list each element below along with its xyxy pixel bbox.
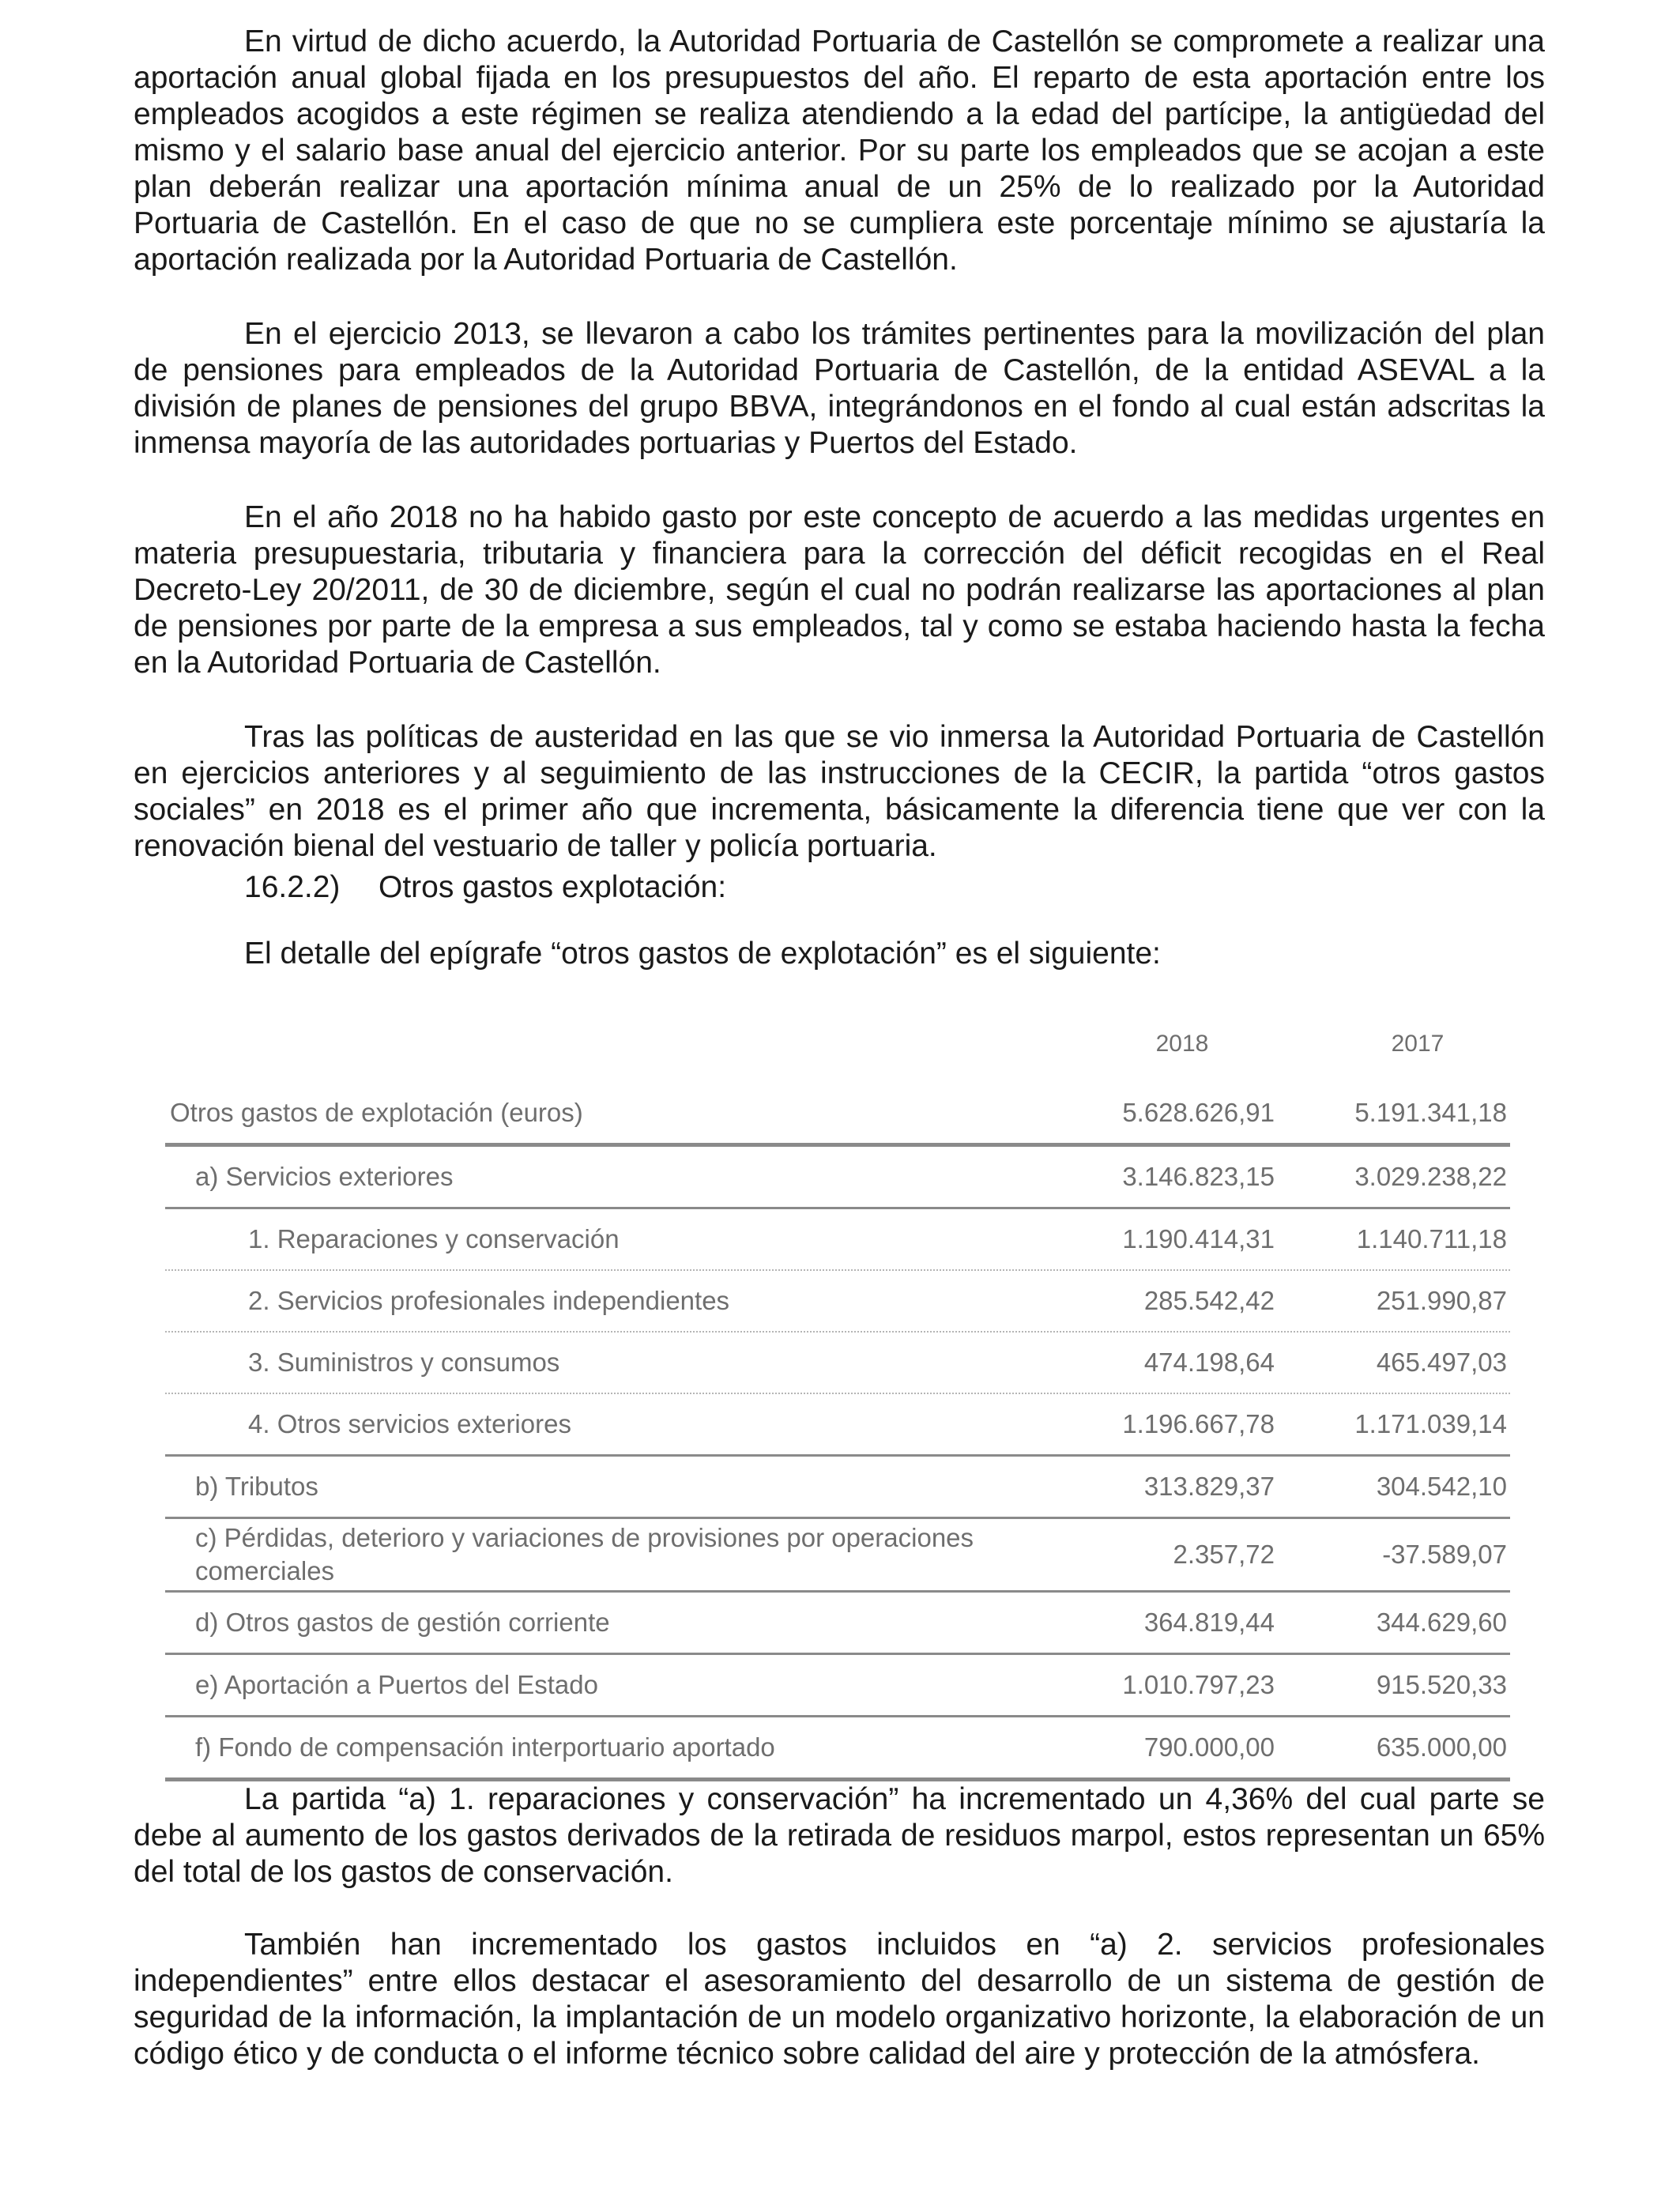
row-label: d) Otros gastos de gestión corriente [195,1608,610,1637]
table-row-total [165,1083,1510,1147]
paragraph: En el año 2018 no ha habido gasto por este concepto de acuerdo a las medidas urgentes en materia presupuestaria, tributaria y financiera para la corrección del déficit recogidas en el Real Decreto-Ley 20/2011, de 30 de diciembre, según el cual no podrán realizarse las aportaciones al plan de pensiones por parte de la empresa a sus empleados, tal y como se estaba haciendo hasta la fecha en la Autoridad Portuaria de Castellón. [134,500,1545,680]
value-2018: 285.542,42 [1143,1286,1275,1315]
value-2017: 1.140.711,18 [1356,1224,1507,1253]
value-2018: 790.000,00 [1143,1732,1275,1762]
row-label: 4. Otros servicios exteriores [248,1409,571,1438]
value-2018: 313.829,37 [1143,1472,1275,1501]
row-label: a) Servicios exteriores [195,1162,454,1191]
table-row [165,1209,1510,1271]
section-heading [244,869,1545,906]
value-2018: 1.010.797,23 [1122,1670,1275,1699]
value-2017: 5.191.341,18 [1354,1098,1507,1127]
value-2017: 915.520,33 [1376,1670,1507,1699]
document-body [134,24,1545,972]
table-row [165,1333,1510,1394]
row-label: c) Pérdidas, deterioro y variaciones de provisiones por operaciones comerciales [195,1523,974,1585]
value-2017: 3.029.238,22 [1354,1162,1507,1191]
value-2017: 304.542,10 [1376,1472,1507,1501]
value-2018: 3.146.823,15 [1122,1162,1275,1191]
paragraph: También han incrementado los gastos incluidos en “a) 2. servicios profesionales independientes” entre ellos destacar el asesoramiento del desarrollo de un sistema de gestión de seguridad de la información, la implantación de un modelo organizativo horizonte, la elaboración de un código ético y de conducta o el informe técnico sobre calidad del aire y protección de la atmósfera. [134,1928,1545,2071]
paragraph: La partida “a) 1. reparaciones y conservación” ha incrementado un 4,36% del cual parte se debe al aumento de los gastos derivados de la retirada de residuos marpol, estos representan un 65% del total de los gastos de conservación. [134,1782,1545,1889]
value-2017: 635.000,00 [1376,1732,1507,1762]
document-body-continued [134,1781,1545,2072]
row-label: 3. Suministros y consumos [248,1348,560,1377]
value-2018: 474.198,64 [1143,1348,1275,1377]
row-label: 1. Reparaciones y conservación [248,1224,620,1253]
value-2018: 5.628.626,91 [1122,1098,1275,1127]
value-2018: 1.196.667,78 [1122,1409,1275,1438]
section-title: Otros gastos explotación: [379,870,727,904]
table-row [165,1271,1510,1333]
row-label: Otros gastos de explotación (euros) [170,1098,583,1127]
column-header-2017: 2017 [1391,1031,1445,1057]
paragraph: Tras las políticas de austeridad en las que se vio inmersa la Autoridad Portuaria de Castellón en ejercicios anteriores y al seguimiento de las instrucciones de la CECIR, la partida “otros gastos sociales” en 2018 es el primer año que incrementa, básicamente la diferencia tiene que ver con la renovación bienal del vestuario de taller y policía portuaria. [134,720,1545,863]
value-2017: 344.629,60 [1376,1608,1507,1637]
table-row [165,1519,1510,1593]
column-header-2018: 2018 [1155,1031,1209,1057]
table-row [165,1593,1510,1655]
value-2017: 1.171.039,14 [1354,1409,1507,1438]
table-row [165,1457,1510,1519]
value-2018: 2.357,72 [1173,1540,1275,1569]
value-2017: 251.990,87 [1376,1286,1507,1315]
paragraph: En el ejercicio 2013, se llevaron a cabo los trámites pertinentes para la movilización del plan de pensiones para empleados de la Autoridad Portuaria de Castellón, de la entidad ASEVAL a la división de planes de pensiones del grupo BBVA, integrándonos en el fondo al cual están adscritas la inmensa mayoría de las autoridades portuarias y Puertos del Estado. [134,317,1545,460]
table-row [165,1394,1510,1457]
row-label: 2. Servicios profesionales independientes [248,1286,730,1315]
table-row [165,1147,1510,1209]
table-intro: El detalle del epígrafe “otros gastos de explotación” es el siguiente: [244,937,1161,971]
row-label: e) Aportación a Puertos del Estado [195,1670,598,1699]
value-2017: 465.497,03 [1376,1348,1507,1377]
value-2017: -37.589,07 [1382,1540,1507,1569]
table-header [165,1020,1510,1083]
table-row [165,1717,1510,1781]
paragraph: En virtud de dicho acuerdo, la Autoridad Portuaria de Castellón se compromete a realizar una aportación anual global fijada en los presupuestos del año. El reparto de esta aportación entre los empleados acogidos a este régimen se realiza atendiendo a la edad del partícipe, la antigüedad del mismo y el salario base anual del ejercicio anterior. Por su parte los empleados que se acojan a este plan deberán realizar una aportación mínima anual de un 25% de lo realizado por la Autoridad Portuaria de Castellón. En el caso de que no se cumpliera este porcentaje mínimo se ajustaría la aportación realizada por la Autoridad Portuaria de Castellón. [134,25,1545,277]
row-label: f) Fondo de compensación interportuario aportado [195,1732,775,1762]
value-2018: 1.190.414,31 [1122,1224,1275,1253]
expenses-table [165,1020,1510,1781]
section-number: 16.2.2) [244,870,341,904]
table-row [165,1655,1510,1717]
value-2018: 364.819,44 [1143,1608,1275,1637]
row-label: b) Tributos [195,1472,318,1501]
